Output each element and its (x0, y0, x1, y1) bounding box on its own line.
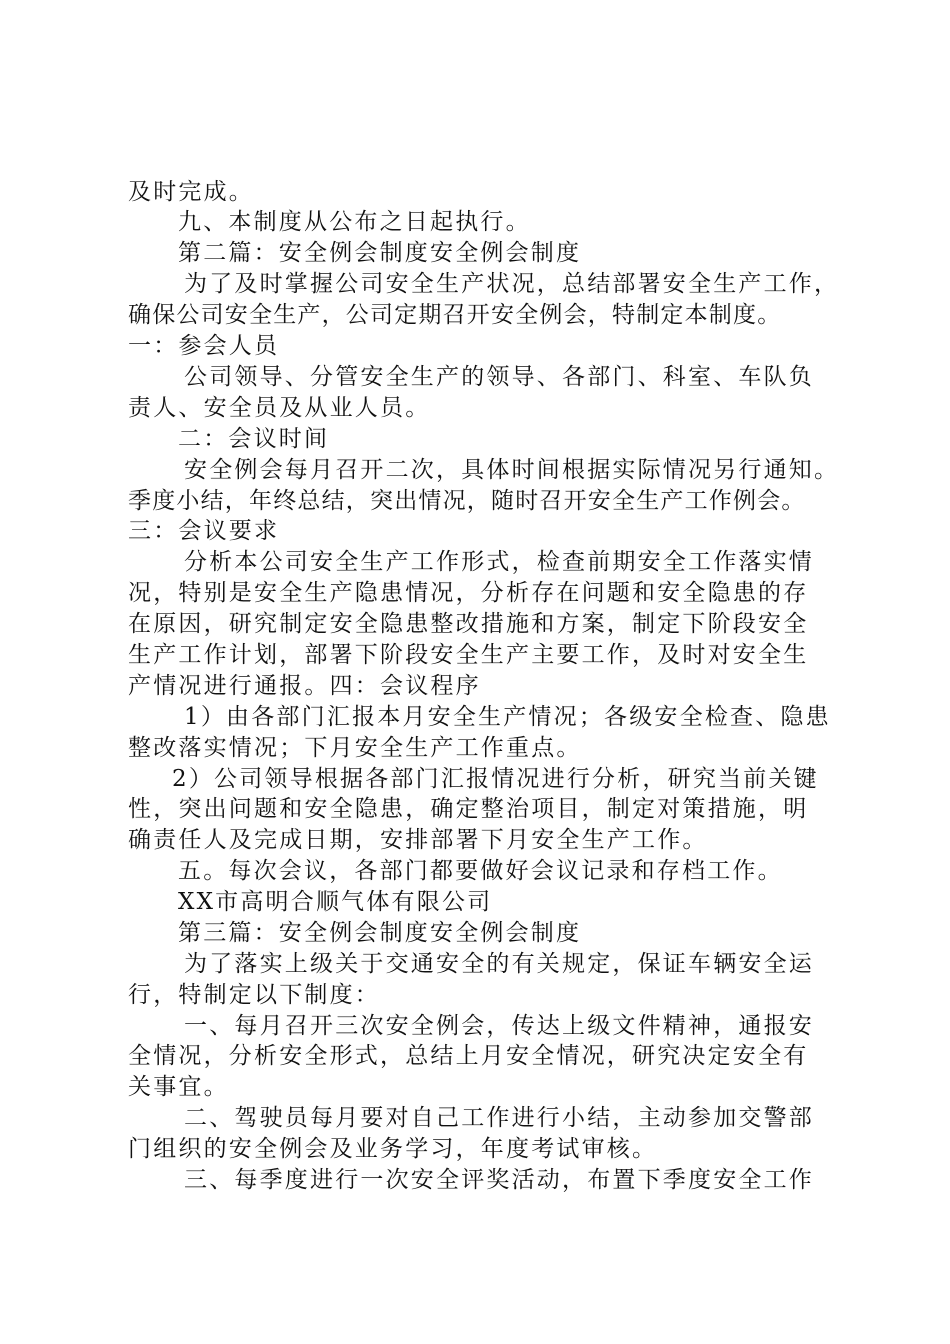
text-line: 二、驾驶员每月要对自己工作进行小结，主动参加交警部 (184, 1105, 814, 1131)
text-line: 关事宜。 (128, 1074, 229, 1100)
text-line: 行，特制定以下制度： (128, 982, 380, 1008)
text-line: 九、本制度从公布之日起执行。 (178, 209, 531, 235)
text-line: 为了落实上级关于交通安全的有关规定，保证车辆安全运 (184, 951, 814, 977)
subheading: 三：会议要求 (128, 518, 280, 544)
text-line: 五。每次会议，各部门都要做好会议记录和存档工作。 (178, 858, 783, 884)
text-line: 产情况进行通报。四：会议程序 (128, 673, 481, 699)
text-line: 一、每月召开三次安全例会，传达上级文件精神，通报安 (184, 1013, 814, 1039)
section-heading: 第二篇：安全例会制度安全例会制度 (178, 240, 582, 266)
subheading: 二：会议时间 (178, 426, 330, 452)
text-line: 为了及时掌握公司安全生产状况，总结部署安全生产工作， (184, 271, 840, 297)
text-line: 责人、安全员及从业人员。 (128, 395, 431, 421)
text-line: 况，特别是安全生产隐患情况，分析存在问题和安全隐患的存 (128, 580, 809, 606)
text-line: 确保公司安全生产，公司定期召开安全例会，特制定本制度。 (128, 302, 782, 328)
text-line: 门组织的安全例会及业务学习，年度考试审核。 (128, 1136, 658, 1162)
text-line: 安全例会每月召开二次，具体时间根据实际情况另行通知。 (184, 457, 840, 483)
text-line: 确责任人及完成日期，安排部署下月安全生产工作。 (128, 827, 708, 853)
text-line: 2）公司领导根据各部门汇报情况进行分析，研究当前关键 (172, 766, 819, 792)
text-line: 1）由各部门汇报本月安全生产情况；各级安全检查、隐患 (184, 704, 831, 730)
text-line: 生产工作计划，部署下阶段安全生产主要工作，及时对安全生 (128, 642, 809, 668)
text-line: 及时完成。 (128, 179, 254, 205)
text-line: 三、每季度进行一次安全评奖活动，布置下季度安全工作 (184, 1167, 814, 1193)
text-line: 分析本公司安全生产工作形式，检查前期安全工作落实情 (184, 549, 814, 575)
subheading: 一：参会人员 (128, 333, 280, 359)
text-line: 性，突出问题和安全隐患，确定整治项目，制定对策措施，明 (128, 796, 809, 822)
text-line: 在原因，研究制定安全隐患整改措施和方案，制定下阶段安全 (128, 611, 809, 637)
section-heading: 第三篇：安全例会制度安全例会制度 (178, 920, 582, 946)
text-line: 全情况，分析安全形式，总结上月安全情况，研究决定安全有 (128, 1043, 809, 1069)
text-line: 公司领导、分管安全生产的领导、各部门、科室、车队负 (184, 364, 814, 390)
text-line: 季度小结，年终总结，突出情况，随时召开安全生产工作例会。 (128, 488, 806, 514)
text-line: 整改落实情况；下月安全生产工作重点。 (128, 735, 582, 761)
company-name: XX市高明合顺气体有限公司 (178, 889, 493, 915)
